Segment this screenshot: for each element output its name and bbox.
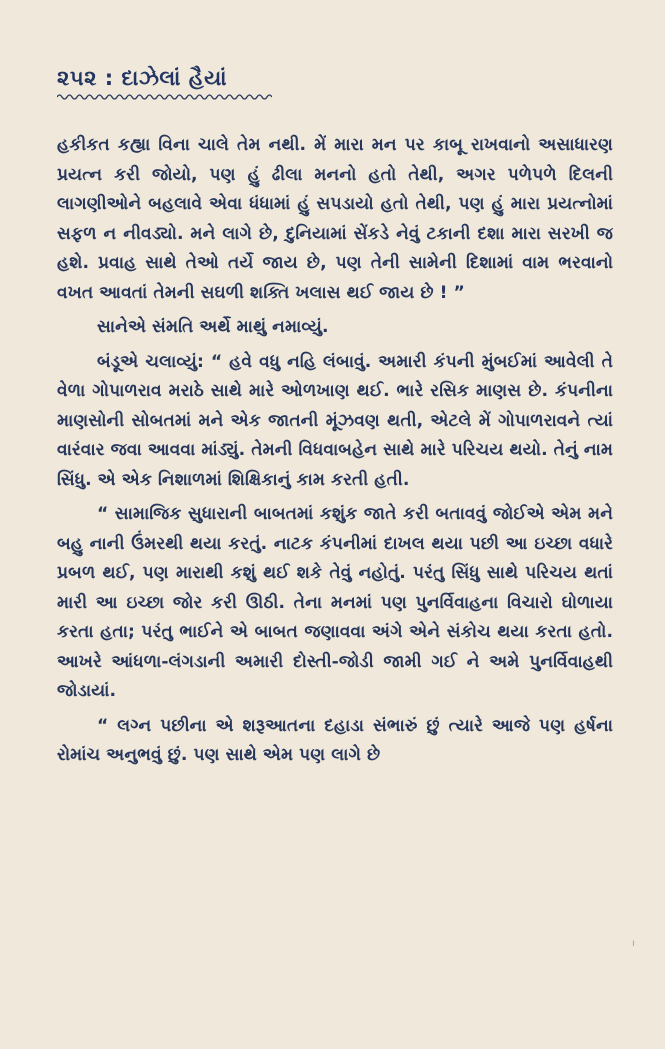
page-body xyxy=(57,131,613,771)
paragraph: બંડૂએ ચલાવ્યું: “ હવે વધુ નહિ લંબાવું. અમારી કંપની મુંબઈમાં આવેલી તે વેળા ગોપાળરાવ મરાઠે સાથે મારે ઓળખાણ થઈ. ભારે રસિક માણસ છે. કંપનીના માણસોની સોબતમાં મને એક જાતની મૂંઝવણ થતી, એટલે મેં ગોપાળરાવને ત્યાં વારંવાર જવા આવવા માંડ્યું. તેમની વિધવાબહેન સાથે મારે પરિચય થયો. તેનું નામ સિંધુ. એ એક નિશાળમાં શિક્ષિકાનું કામ કરતી હતી. xyxy=(57,351,613,490)
header-wavy-underline xyxy=(57,93,272,101)
paragraph: સાનેએ સંમતિ અર્થે માથું નમાવ્યું. xyxy=(97,317,329,337)
paragraph: હકીકત કહ્યા વિના ચાલે તેમ નથી. મેં મારા મન પર કાબૂ રાખવાનો અસાધારણ પ્રયત્ન કરી જોયો, પણ હું ઢીલા મનનો હતો તેથી, અગર પળેપળે દિલની લાગણીઓને બહલાવે એવા ધંધામાં હું સપડાયો હતો તેથી, પણ હું મારા પ્રયત્નોમાં સફળ ન નીવડ્યો. મને લાગે છે, દુનિયામાં સેંકડે નેવું ટકાની દશા મારા સરખી જ હશે. પ્રવાહ સાથે તેઓ તર્યે જાય છે, પણ તેની સામેની દિશામાં વામ ભરવાનો વખત આવતાં તેમની સઘળી શક્તિ ખલાસ થઈ જાય છે ! ” xyxy=(57,135,613,303)
paper-speck: ı xyxy=(632,938,635,949)
paragraph: “ સામાજિક સુધારાની બાબતમાં કશુંક જાતે કરી બતાવવું જોઈએ એમ મને બહુ નાની ઉંમરથી થયા કરતું. નાટક કંપનીમાં દાખલ થયા પછી આ ઇચ્છા વધારે પ્રબળ થઈ, પણ મારાથી કશું થઈ શકે તેવું નહોતું. પરંતુ સિંધુ સાથે પરિચય થતાં મારી આ ઇચ્છા જોર કરી ઊઠી. તેના મનમાં પણ પુનર્વિવાહના વિચારો ઘોળાયા કરતા હતા; પરંતુ ભાઈને એ બાબત જણાવવા અંગે એને સંકોચ થયા કરતા હતો. આખરે આંધળા-લંગડાની અમારી દોસ્તી-જોડી જામી ગઈ ને અમે પુનર્વિવાહથી જોડાયાં. xyxy=(57,504,613,701)
paragraph: “ લગ્ન પછીના એ શરૂઆતના દહાડા સંભારું છું ત્યારે આજે પણ હર્ષના રોમાંચ અનુભવું છું. પણ સાથે એમ પણ લાગે છે xyxy=(57,715,613,765)
running-header: ૨૫૨ : દાઝેલાં હૈયાં xyxy=(57,66,227,90)
